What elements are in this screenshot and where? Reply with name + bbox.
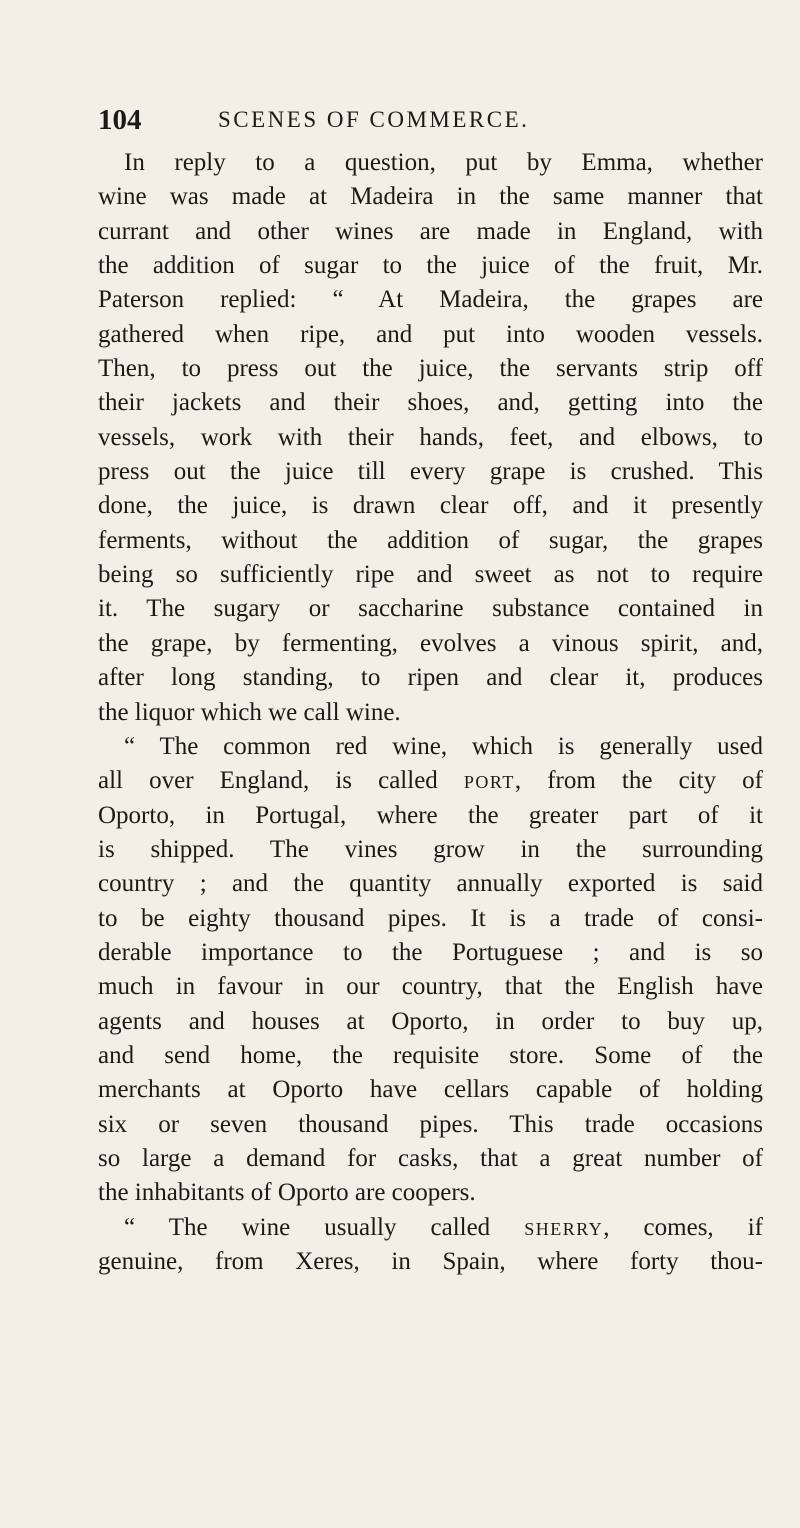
text-line: agents and houses at Oporto, in order to buy up,	[98, 1007, 763, 1035]
text-line-sherry	[98, 1211, 763, 1245]
text-line: it. The sugary or saccharine substance contained in	[98, 595, 763, 623]
text-line: ferments, without the addition of sugar, the grapes	[98, 526, 763, 554]
text-line: six or seven thousand pipes. This trade occasions	[98, 1110, 763, 1138]
text-line: vessels, work with their hands, feet, and elbows, to	[98, 423, 763, 451]
text-line: country ; and the quantity annually exported is said	[98, 870, 763, 898]
text-line: derable importance to the Portuguese ; and is so	[98, 938, 763, 966]
text-segment: all over England, is called	[98, 767, 464, 795]
text-line: Paterson replied: “ At Madeira, the grapes are	[98, 286, 763, 314]
text-line: Oporto, in Portugal, where the greater part of it	[98, 801, 763, 829]
text-line: merchants at Oporto have cellars capable of holding	[98, 1076, 763, 1104]
text-line: to be eighty thousand pipes. It is a trade of consi-	[98, 904, 763, 932]
text-line: the inhabitants of Oporto are coopers.	[98, 1179, 476, 1207]
text-line: genuine, from Xeres, in Spain, where forty thou-	[98, 1248, 763, 1275]
text-line: In reply to a question, put by Emma, whether	[124, 149, 763, 176]
text-line: so large a demand for casks, that a great number of	[98, 1144, 763, 1172]
text-line: gathered when ripe, and put into wooden vessels.	[98, 320, 763, 348]
text-line: much in favour in our country, that the English have	[98, 973, 763, 1001]
text-line: is shipped. The vines grow in the surrounding	[98, 835, 763, 863]
text-line: the grape, by fermenting, evolves a vinous spirit, and,	[98, 629, 763, 657]
text-line: after long standing, to ripen and clear it, produces	[98, 664, 763, 692]
text-line: currant and other wines are made in England, with	[98, 217, 763, 245]
text-line: their jackets and their shoes, and, getting into the	[98, 389, 763, 417]
text-line: wine was made at Madeira in the same manner that	[98, 183, 763, 211]
text-line: the liquor which we call wine.	[98, 698, 401, 726]
text-line: Then, to press out the juice, the servants strip off	[98, 355, 763, 383]
text-segment: , comes, if	[603, 1213, 763, 1241]
text-line: done, the juice, is drawn clear off, and it presently	[98, 492, 763, 520]
page-number: 104	[98, 104, 142, 136]
smallcaps-term: PORT	[463, 772, 515, 793]
text-line: being so sufficiently ripe and sweet as not to require	[98, 561, 763, 589]
text-line-port	[98, 764, 763, 798]
text-line: and send home, the requisite store. Some of the	[98, 1041, 763, 1069]
body-text	[98, 146, 763, 1279]
text-line: “ The common red wine, which is generally used	[124, 732, 763, 760]
text-segment: “ The wine usually called	[124, 1213, 525, 1241]
text-line: press out the juice till every grape is crushed. This	[98, 458, 763, 486]
smallcaps-term: SHERRY	[524, 1218, 604, 1239]
running-title: SCENES OF COMMERCE.	[218, 107, 530, 132]
page-header	[98, 98, 763, 142]
text-segment: , from the city of	[514, 767, 764, 795]
text-line: the addition of sugar to the juice of the fruit, Mr.	[98, 252, 763, 280]
